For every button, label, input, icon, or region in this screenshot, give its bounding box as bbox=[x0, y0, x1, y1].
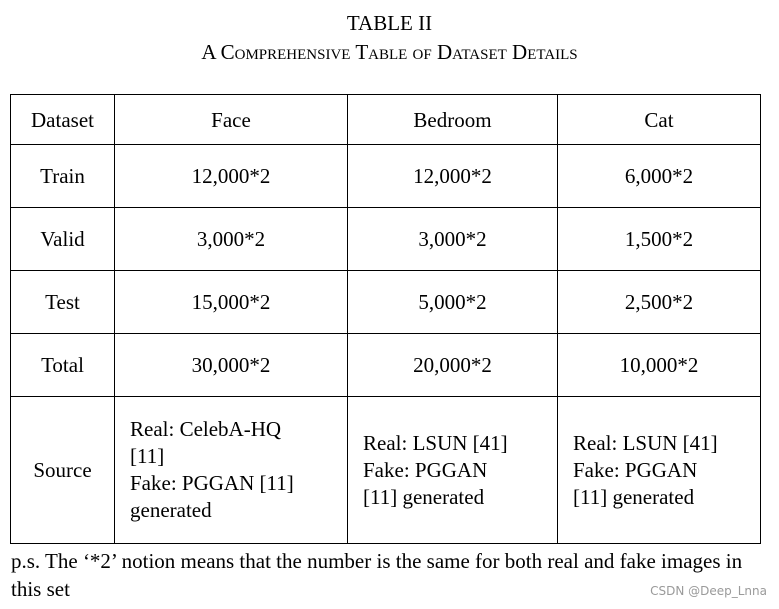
csdn-watermark: CSDN @Deep_Lnna bbox=[650, 584, 767, 598]
cell-train-face: 12,000*2 bbox=[115, 145, 348, 208]
source-row bbox=[11, 397, 761, 544]
source-face-line: generated bbox=[130, 498, 212, 522]
source-face-line: [11] bbox=[130, 444, 165, 468]
cell-total-face: 30,000*2 bbox=[115, 334, 348, 397]
source-bedroom-line: Real: LSUN [41] bbox=[363, 430, 508, 455]
header-face: Face bbox=[115, 95, 348, 145]
row-label-valid: Valid bbox=[11, 208, 115, 271]
cell-train-cat: 6,000*2 bbox=[558, 145, 761, 208]
header-cat: Cat bbox=[558, 95, 761, 145]
header-bedroom: Bedroom bbox=[348, 95, 558, 145]
cell-test-cat: 2,500*2 bbox=[558, 271, 761, 334]
dataset-table bbox=[10, 94, 761, 544]
source-cat-line: [11] generated bbox=[573, 484, 695, 509]
cell-valid-bedroom: 3,000*2 bbox=[348, 208, 558, 271]
cell-train-bedroom: 12,000*2 bbox=[348, 145, 558, 208]
source-face-line: Fake: PGGAN [11] bbox=[130, 471, 294, 495]
table-row bbox=[11, 208, 761, 271]
cell-source-cat bbox=[558, 397, 761, 544]
table-footnote: p.s. The ‘*2’ notion means that the number is the same for both real and fake images in this set bbox=[11, 549, 743, 601]
source-bedroom-line: [11] generated bbox=[363, 484, 485, 509]
cell-source-bedroom bbox=[348, 397, 558, 544]
table-row bbox=[11, 271, 761, 334]
row-label-test: Test bbox=[11, 271, 115, 334]
source-cat-line: Fake: PGGAN bbox=[573, 457, 698, 482]
table-label: TABLE II bbox=[346, 11, 433, 35]
cell-total-bedroom: 20,000*2 bbox=[348, 334, 558, 397]
row-label-total: Total bbox=[11, 334, 115, 397]
source-face-line: Real: CelebA-HQ bbox=[130, 417, 282, 441]
source-cat-line: Real: LSUN [41] bbox=[573, 430, 718, 455]
cell-total-cat: 10,000*2 bbox=[558, 334, 761, 397]
header-dataset: Dataset bbox=[11, 95, 115, 145]
table-row bbox=[11, 145, 761, 208]
cell-valid-face: 3,000*2 bbox=[115, 208, 348, 271]
row-label-train: Train bbox=[11, 145, 115, 208]
table-row bbox=[11, 334, 761, 397]
cell-valid-cat: 1,500*2 bbox=[558, 208, 761, 271]
cell-test-face: 15,000*2 bbox=[115, 271, 348, 334]
cell-source-face bbox=[115, 397, 348, 544]
cell-test-bedroom: 5,000*2 bbox=[348, 271, 558, 334]
row-label-source: Source bbox=[11, 397, 115, 544]
source-bedroom-line: Fake: PGGAN bbox=[363, 457, 488, 482]
header-row bbox=[11, 95, 761, 145]
table-title: A Comprehensive Table of Dataset Details bbox=[201, 40, 578, 64]
